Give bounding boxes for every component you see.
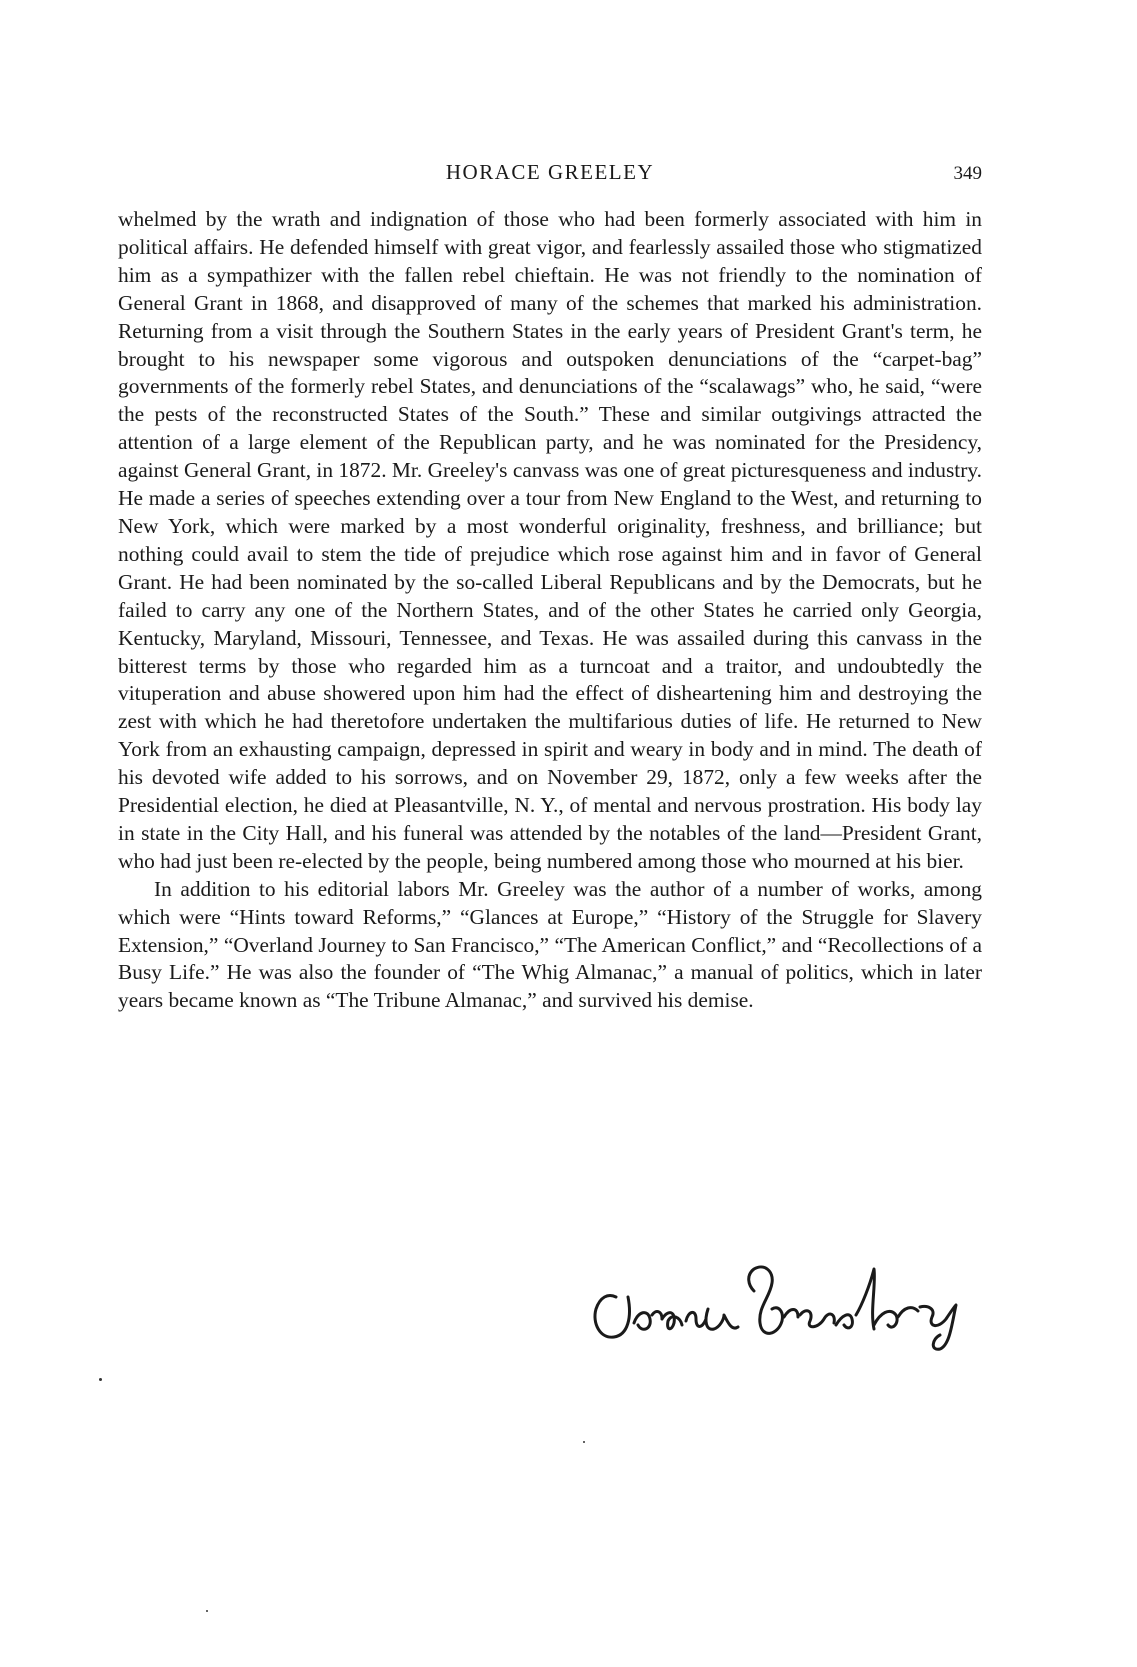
paper-speck	[206, 1610, 208, 1612]
paragraph-1: whelmed by the wrath and indignation of those who had been formerly associated with him in political affairs. He defended himself with great vigor, and fearlessly assailed those who stigmatized him as a sympathizer with the fallen rebel chieftain. He was not friendly to the nomination of General Grant in 1868, and disapproved of many of the schemes that marked his administration. Returning from a visit through the Southern States in the early years of President Grant's term, he brought to his newspaper some vigorous and outspoken denunciations of the “carpet-bag” governments of the formerly rebel States, and denunciations of the “scalawags” who, he said, “were the pests of the reconstructed States of the South.” These and similar outgivings attracted the attention of a large element of the Republican party, and he was nominated for the Presidency, against General Grant, in 1872. Mr. Greeley's canvass was one of great picturesqueness and industry. He made a series of speeches extending over a tour from New England to the West, and returning to New York, which were marked by a most wonderful originality, freshness, and brilliance; but nothing could avail to stem the tide of prejudice which rose against him and in favor of General Grant. He had been nominated by the so-called Liberal Republicans and by the Democrats, but he failed to carry any one of the Northern States, and of the other States he carried only Georgia, Kentucky, Maryland, Missouri, Tennessee, and Texas. He was assailed during this canvass in the bitterest terms by those who regarded him as a turncoat and a traitor, and undoubtedly the vituperation and abuse showered upon him had the effect of disheartening him and destroying the zest with which he had theretofore undertaken the multifarious duties of life. He returned to New York from an exhausting campaign, depressed in spirit and weary in body and in mind. The death of his devoted wife added to his sorrows, and on November 29, 1872, only a few weeks after the Presidential election, he died at Pleasantville, N. Y., of mental and nervous prostration. His body lay in state in the City Hall, and his funeral was attended by the notables of the land—President Grant, who had just been re-elected by the people, being numbered among those who mourned at his bier.	[118, 207, 982, 873]
running-head	[118, 160, 982, 190]
paper-speck	[99, 1378, 102, 1381]
paper-speck	[583, 1441, 585, 1443]
body-text	[118, 206, 982, 1015]
signature-image	[578, 1245, 988, 1355]
page-number: 349	[953, 163, 982, 184]
paragraph-2: In addition to his editorial labors Mr. Greeley was the author of a number of works, among which were “Hints toward Reforms,” “Glances at Europe,” “History of the Struggle for Slavery Extension,” “Overland Journey to San Francisco,” “The American Conflict,” and “Recollections of a Busy Life.” He was also the founder of “The Whig Almanac,” a manual of politics, which in later years became known as “The Tribune Almanac,” and survived his demise.	[118, 876, 982, 1013]
running-title: HORACE GREELEY	[445, 160, 655, 184]
